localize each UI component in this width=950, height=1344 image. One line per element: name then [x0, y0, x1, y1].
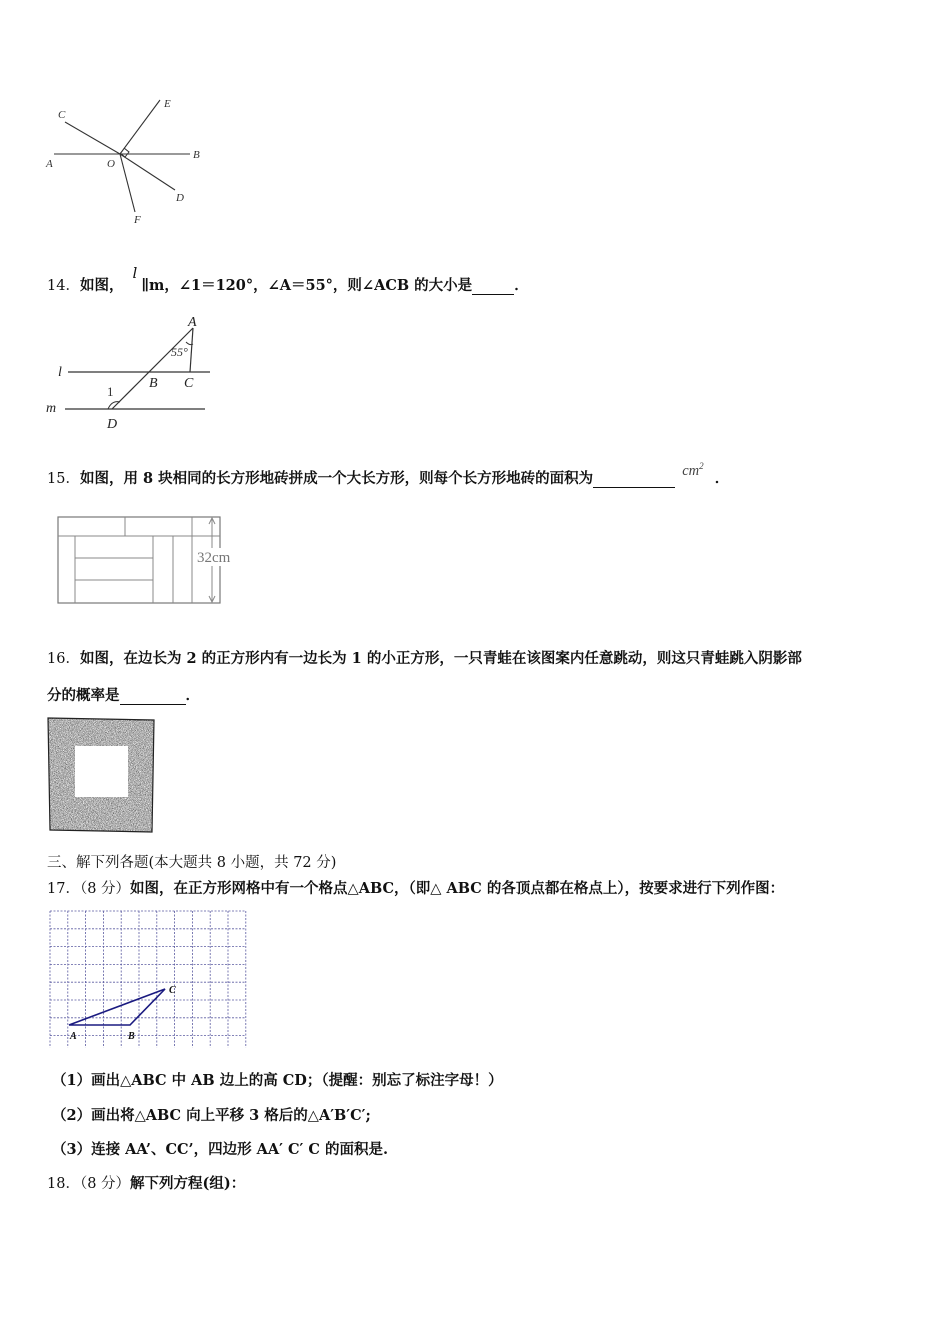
- ray-oe: [120, 100, 160, 154]
- question-17-text: 如图，在正方形网格中有一个格点△ABC，（即△ ABC 的各顶点都在格点上），按要求进行下列作图：: [130, 880, 785, 897]
- question-16-text: 如图，在边长为 2 的正方形内有一边长为 1 的小正方形，一只青蛙在该图案内任意跳动，则这只青蛙跳入阴影部: [79, 650, 802, 667]
- italic-l: l: [132, 264, 138, 282]
- question-number: 15．: [47, 471, 80, 487]
- question-17: [47, 877, 784, 898]
- label-c: C: [58, 109, 66, 121]
- segment-ad: [112, 328, 193, 409]
- answer-blank[interactable]: [593, 473, 675, 488]
- question-14-text: ∥m，∠1＝120°，∠A＝55°，则∠ACB 的大小是: [141, 277, 473, 294]
- question-16-line-1: [47, 647, 802, 668]
- question-number: 14．: [47, 278, 80, 294]
- question-16-text-2: 分的概率是: [47, 687, 120, 704]
- angle-55: 55°: [171, 345, 188, 359]
- question-15-text: 如图，用 8 块相同的长方形地砖拼成一个大长方形，则每个长方形地砖的面积为: [79, 470, 594, 487]
- figure-q13-angles: [40, 90, 220, 235]
- label-d: D: [176, 192, 184, 204]
- label-e: E: [164, 98, 171, 110]
- question-17-item-1: （1）画出△ABC 中 AB 边上的高 CD；（提醒：别忘了标注字母！）: [52, 1072, 503, 1089]
- unit-cm2: $cm^2$: [682, 461, 704, 479]
- question-number: 18．: [47, 1176, 80, 1192]
- label-o: O: [107, 158, 115, 170]
- period: ．: [185, 687, 200, 704]
- outer-rectangle: [58, 517, 220, 603]
- label-c: C: [169, 985, 176, 996]
- label-a: A: [188, 315, 197, 330]
- triangle-abc: [69, 989, 165, 1025]
- grid-lines: [50, 911, 246, 1048]
- label-a: A: [46, 158, 53, 170]
- question-16-line-2: [47, 684, 200, 705]
- figure-q17-grid: [46, 907, 248, 1053]
- label-f: F: [134, 214, 141, 226]
- question-18: [47, 1172, 245, 1193]
- question-17-item-3: （3）连接 AA’、CC’，四边形 AA′ C′ C 的面积是.: [52, 1141, 389, 1158]
- label-b: B: [193, 149, 200, 161]
- answer-blank[interactable]: [120, 690, 186, 705]
- label-d: D: [107, 417, 118, 432]
- question-number: 17．: [47, 881, 80, 897]
- segment-ac: [190, 328, 193, 372]
- question-14: [47, 264, 529, 295]
- label-m: m: [46, 401, 57, 416]
- label-1: 1: [107, 384, 114, 399]
- question-score: （8 分）: [79, 1176, 131, 1192]
- figure-q15-tiles: [55, 512, 255, 610]
- period: ．: [714, 470, 730, 487]
- label-a: A: [70, 1031, 77, 1042]
- section-heading: 三、解下列各题(本大题共 8 小题，共 72 分): [47, 855, 337, 871]
- question-number: 16．: [47, 651, 80, 667]
- question-17-item-2: （2）画出将△ABC 向上平移 3 格后的△A′B′C′;: [52, 1107, 371, 1124]
- dimension-label: 32cm: [197, 550, 231, 566]
- question-score: （8 分）: [79, 881, 131, 897]
- label-b: B: [149, 376, 158, 391]
- figure-q14-parallel-lines: [40, 312, 220, 437]
- question-14-prefix: 如图，: [79, 277, 124, 294]
- label-l: l: [58, 365, 62, 380]
- period: ．: [514, 277, 529, 294]
- label-c: C: [184, 376, 194, 391]
- ray-oc: [65, 122, 120, 154]
- question-18-text: 解下列方程(组)：: [130, 1175, 246, 1192]
- label-b: B: [128, 1031, 135, 1042]
- figure-q16-squares: [44, 714, 159, 834]
- small-white-square: [75, 746, 128, 797]
- question-15: [47, 461, 730, 488]
- answer-blank[interactable]: [472, 280, 514, 295]
